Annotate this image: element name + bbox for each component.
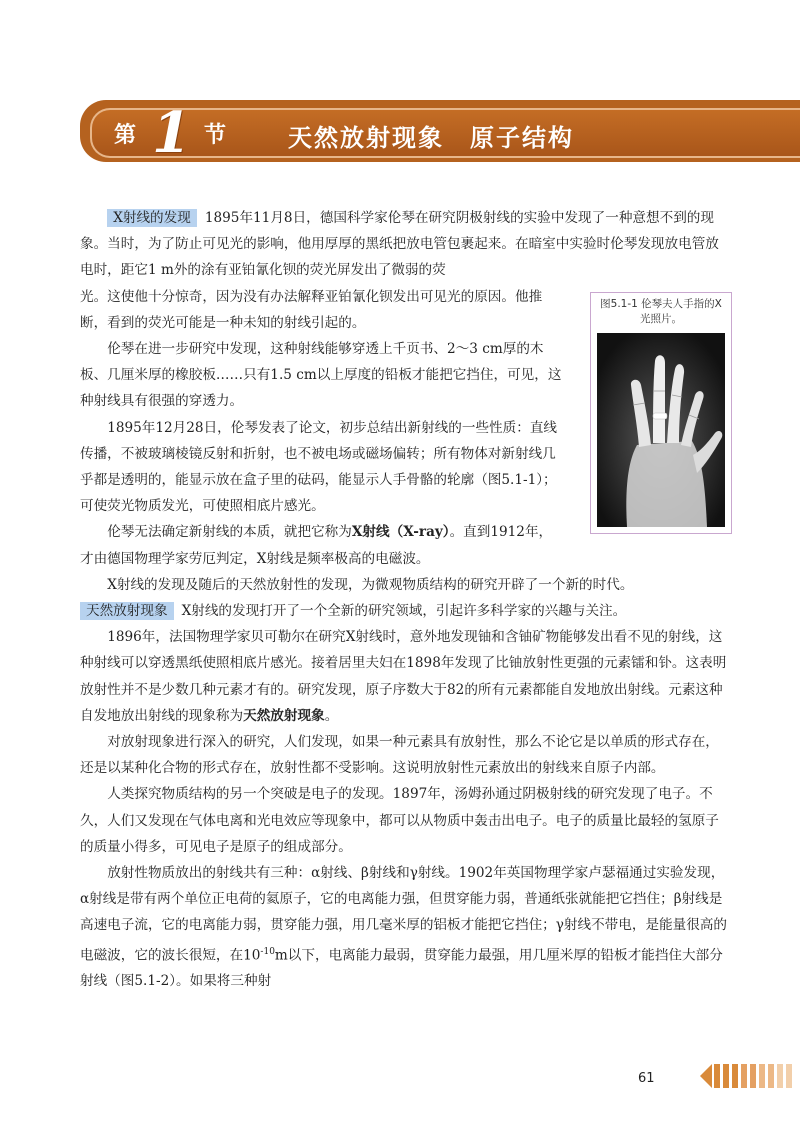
- paragraph-text: 放射性物质放出的射线共有三种：α射线、β射线和γ射线。1902年英国物理学家卢瑟福通过实验发现，α射线是带有两个单位正电荷的氦原子，它的电离能力强，但贯穿能力弱，普通纸张就能把它挡住；β射线是高速电子流，它的电离能力弱，贯穿能力强，用几毫米厚的铝板才能把它挡住；γ射线不带电，是能量很高的电磁波，它的波长很短，在10: [80, 865, 728, 964]
- section-header-banner: [80, 100, 800, 166]
- xray-heading: X射线的发现: [107, 209, 197, 227]
- paragraph: 伦琴在进一步研究中发现，这种射线能够穿透上千页书、2～3 cm厚的木板、几厘米厚的橡胶板……只有1.5 cm以上厚度的铅板才能把它挡住，可见，这种射线具有很强的穿透力。: [80, 341, 562, 410]
- paragraph-text: 。直到1912年，才由德国物理学家劳厄判定，X射线是频率极高的电磁波。: [80, 524, 553, 567]
- section-suffix: 节: [204, 123, 227, 148]
- paragraph-text: X射线的发现打开了一个全新的研究领域，引起许多科学家的兴趣与关注。: [181, 603, 627, 620]
- paragraph-text: m以下，电离能力最弱，贯穿能力最强，用几厘米厚的铅板才能挡住大部分射线（图5.1-2）。如果将三种射: [80, 947, 723, 990]
- figure-caption: 图5.1-1 伦琴夫人手指的X光照片。: [600, 298, 722, 325]
- exponent: -10: [260, 946, 275, 957]
- radioactivity-heading: 天然放射现象: [80, 602, 174, 620]
- paragraph: [80, 205, 730, 284]
- paragraph: 光。这使他十分惊奇，因为没有办法解释亚铂氰化钡发出可见光的原因。他推断，看到的荧光可能是一种未知的射线引起的。: [80, 288, 543, 331]
- paragraph-text: 1896年，法国物理学家贝可勒尔在研究X射线时，意外地发现铀和含铀矿物能够发出看不见的射线，这种射线可以穿透黑纸使照相底片感光。接着居里夫妇在1898年发现了比铀放射性更强的元素镭和钋。这表明放射性并不是少数几种元素才有的。研究发现，原子序数大于82的所有元素都能自发地放出射线。元素这种自发地放出射线的现象称为: [80, 629, 727, 724]
- paragraph: 1895年12月28日，伦琴发表了论文，初步总结出新射线的一些性质：直线传播，不被玻璃棱镜反射和折射，也不被电场或磁场偏转；所有物体对新射线几乎都是透明的，能显示放在盒子里的砝码，能显示人手骨骼的轮廓（图5.1-1）；可使荧光物质发光，可使照相底片感光。: [80, 419, 558, 515]
- section-prefix: 第: [114, 123, 137, 148]
- section-header-inner: [90, 100, 800, 166]
- xray-hand-image: [597, 333, 725, 527]
- xray-hand-illustration: [597, 333, 725, 527]
- paragraph-text: 伦琴无法确定新射线的本质，就把它称为: [107, 524, 352, 541]
- page-number: 61: [638, 1071, 655, 1086]
- paragraph: 对放射现象进行深入的研究，人们发现，如果一种元素具有放射性，那么不论它是以单质的形式存在，还是以某种化合物的形式存在，放射性都不受影响。这说明放射性元素放出的射线来自原子内部。: [80, 734, 719, 777]
- paragraph: 人类探究物质结构的另一个突破是电子的发现。1897年，汤姆孙通过阴极射线的研究发现了电子。不久，人们又发现在气体电离和光电效应等现象中，都可以从物质中轰击出电子。电子的质量比最轻的氢原子的质量小得多，可见电子是原子的组成部分。: [80, 786, 719, 855]
- paragraph: [80, 598, 730, 624]
- figure-xray-hand: [590, 292, 732, 534]
- section-title: 天然放射现象 原子结构: [288, 124, 574, 152]
- section-number: 1: [152, 100, 191, 166]
- paragraph-text: 1895年11月8日，德国科学家伦琴在研究阴极射线的实验中发现了一种意想不到的现象。当时，为了防止可见光的影响，他用厚厚的黑纸把放电管包裹起来。在暗室中实验时伦琴发现放电管放电时，距它1 m外的涂有亚铂氰化钡的荧光屏发出了微弱的荧: [80, 210, 719, 279]
- radioactivity-term: 天然放射现象: [243, 707, 325, 724]
- footer-arrow-decoration: [700, 1064, 800, 1088]
- paragraph: X射线的发现及随后的天然放射性的发现，为微观物质结构的研究开辟了一个新的时代。: [107, 576, 634, 593]
- paragraph: [80, 624, 730, 729]
- paragraph-text: 。: [324, 707, 339, 724]
- paragraph: [80, 860, 730, 995]
- paragraph: [80, 519, 565, 571]
- xray-term: X射线（X-ray）: [351, 524, 450, 541]
